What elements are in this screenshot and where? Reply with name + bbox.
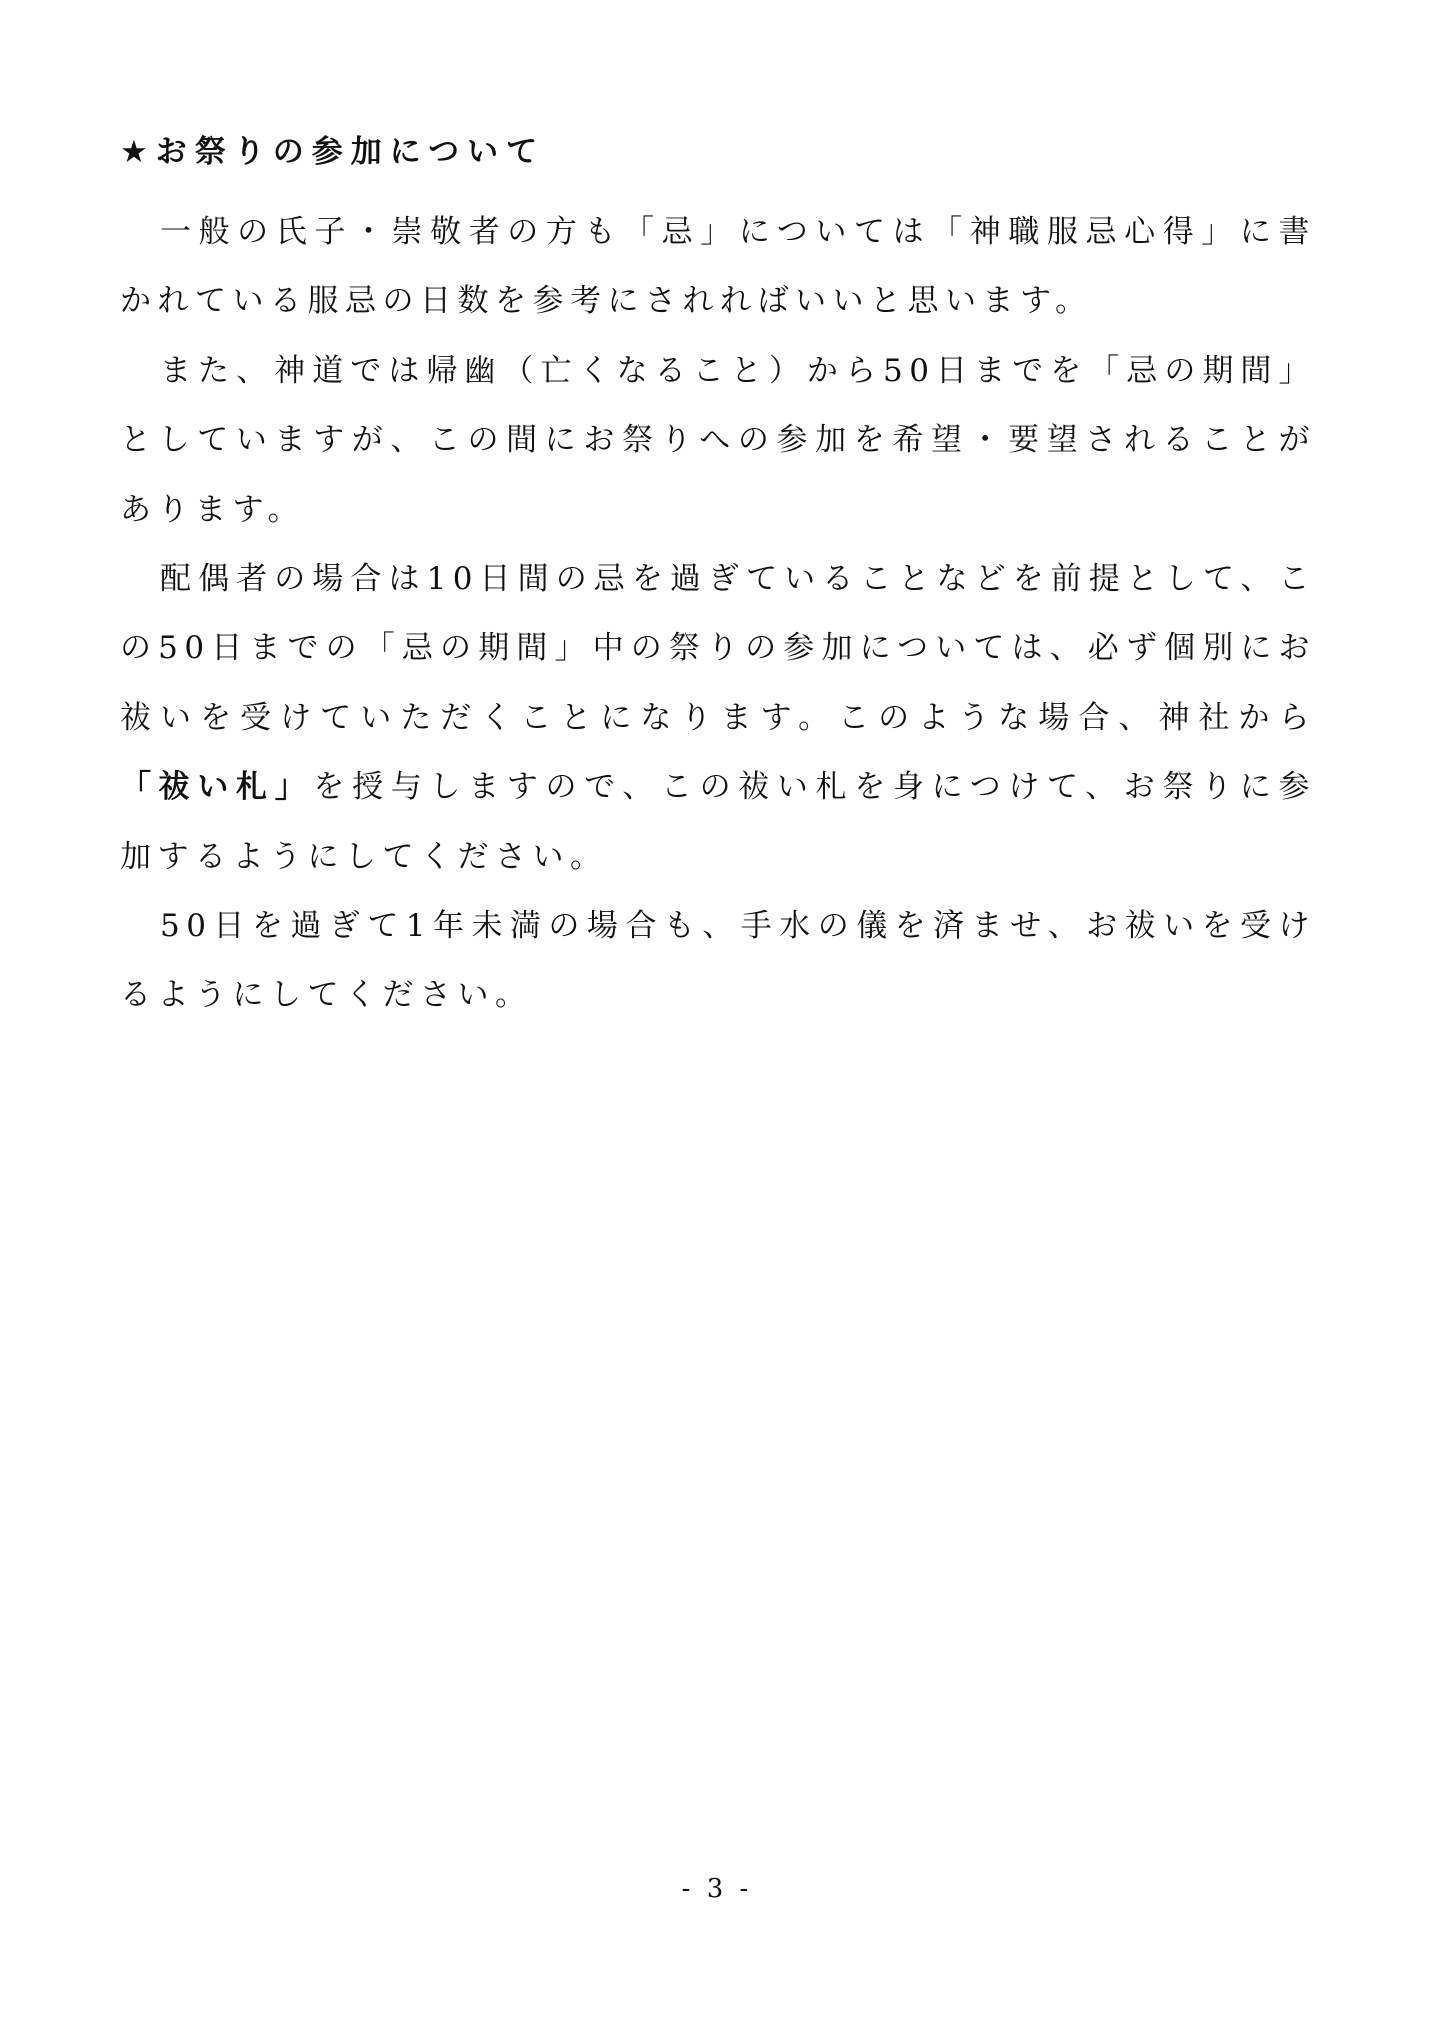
paragraph-4-text: 50日を過ぎて1年未満の場合も、手水の儀を済ませ、お祓いを受けるようにしてください。	[120, 908, 1316, 1014]
paragraph-1-text: 一般の氏子・崇敬者の方も「忌」については「神職服忌心得」に書かれている服忌の日数を参考にされればいいと思います。	[120, 214, 1316, 320]
paragraph-3-text-after: を授与しますので、この祓い札を身につけて、お祭りに参加するようにしてください。	[120, 769, 1317, 875]
paragraph-3-text-before: 配偶者の場合は10日間の忌を過ぎていることなどを前提として、この50日までの「忌の期間」中の祭りの参加については、必ず個別にお祓いを受けていただくことになります。このような場合、神社から	[120, 561, 1316, 736]
section-heading: ★お祭りの参加について	[120, 134, 546, 170]
paragraph-3	[120, 545, 1316, 892]
paragraph-2-text: また、神道では帰幽（亡くなること）から50日までを「忌の期間」としていますが、この間にお祭りへの参加を希望・要望されることがあります。	[120, 352, 1316, 528]
page-number: - 3 -	[681, 1874, 753, 1904]
paragraph-4	[120, 892, 1316, 1031]
document-body	[120, 128, 1316, 1031]
paragraph-1	[120, 198, 1316, 337]
harai-fuda-emphasis: 「祓い札」	[120, 769, 314, 806]
paragraph-2	[120, 337, 1316, 545]
